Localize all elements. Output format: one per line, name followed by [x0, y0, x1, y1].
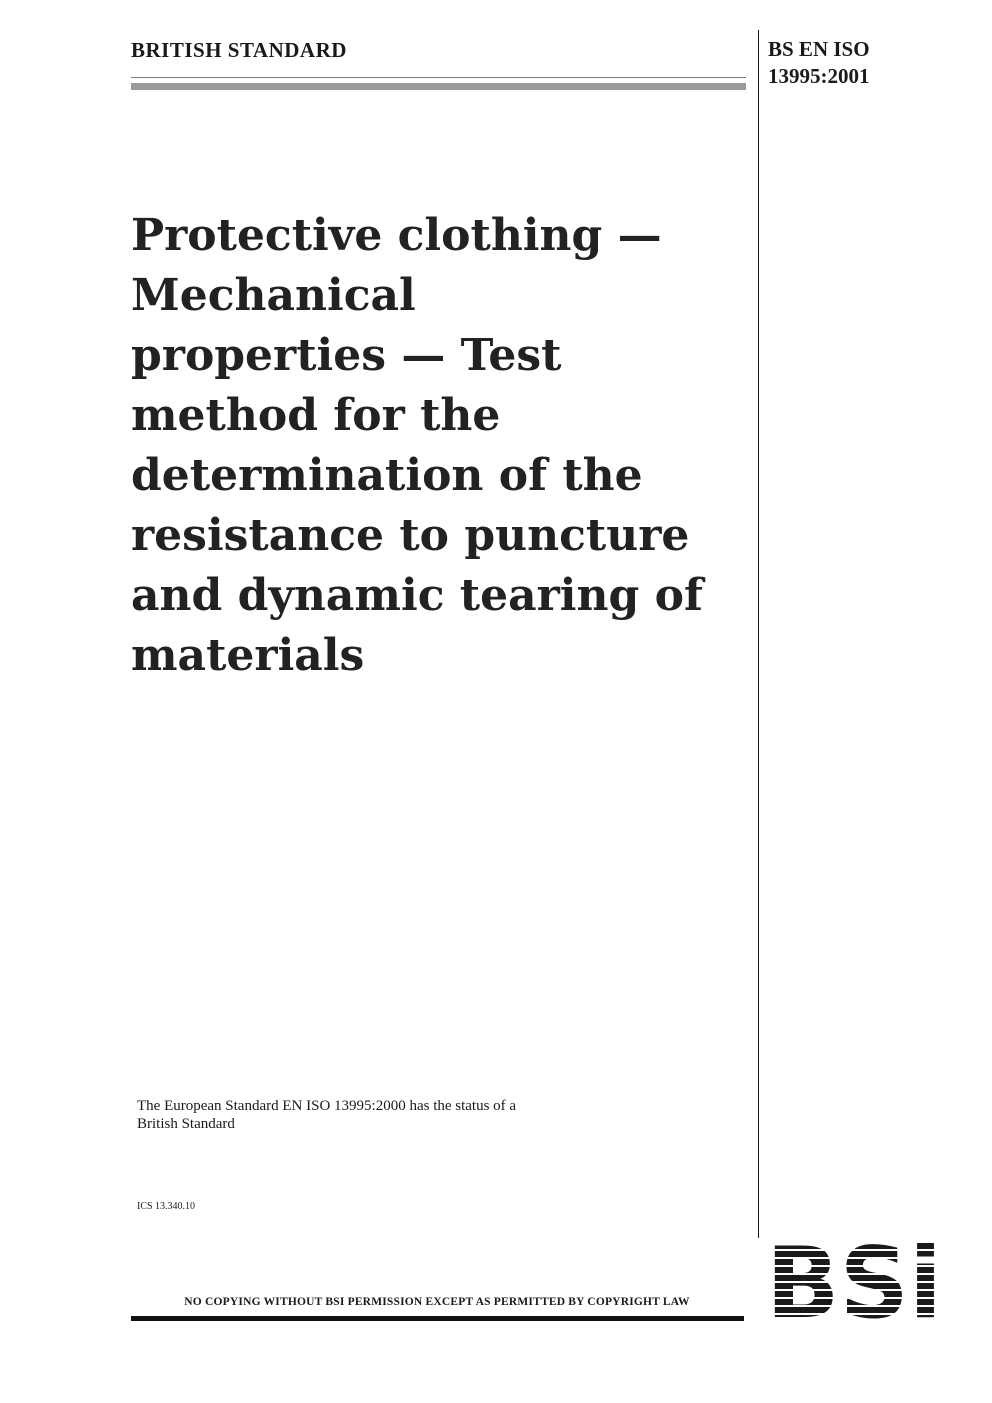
- ics-code: ICS 13.340.10: [137, 1201, 196, 1212]
- vertical-divider: [758, 30, 759, 1238]
- title-line: Mechanical: [131, 270, 416, 321]
- svg-text:BSi: BSi: [766, 1243, 942, 1322]
- title-line: resistance to puncture: [131, 510, 690, 561]
- title-line: materials: [131, 630, 365, 681]
- title-line: properties — Test: [131, 330, 562, 381]
- title-line: determination of the: [131, 450, 643, 501]
- status-note-line1: The European Standard EN ISO 13995:2000 has the status of a: [137, 1098, 517, 1114]
- standard-number-line1: BS EN ISO: [768, 37, 870, 61]
- standard-number-line2: 13995:2001: [768, 64, 870, 88]
- title-line: and dynamic tearing of: [131, 570, 703, 621]
- document-title: [131, 206, 731, 686]
- title-line: Protective clothing —: [131, 210, 662, 261]
- document-type-label: BRITISH STANDARD: [131, 38, 347, 62]
- header-rule-thin: [131, 77, 746, 78]
- status-note-line2: British Standard: [137, 1116, 235, 1132]
- copyright-notice: NO COPYING WITHOUT BSI PERMISSION EXCEPT AS PERMITTED BY COPYRIGHT LAW: [184, 1296, 690, 1308]
- title-line: method for the: [131, 390, 501, 441]
- standard-number: [768, 36, 870, 90]
- bsi-logo-icon: [766, 1243, 942, 1322]
- status-note: [137, 1097, 516, 1133]
- footer-rule: [131, 1316, 744, 1321]
- header-rule-thick: [131, 83, 746, 90]
